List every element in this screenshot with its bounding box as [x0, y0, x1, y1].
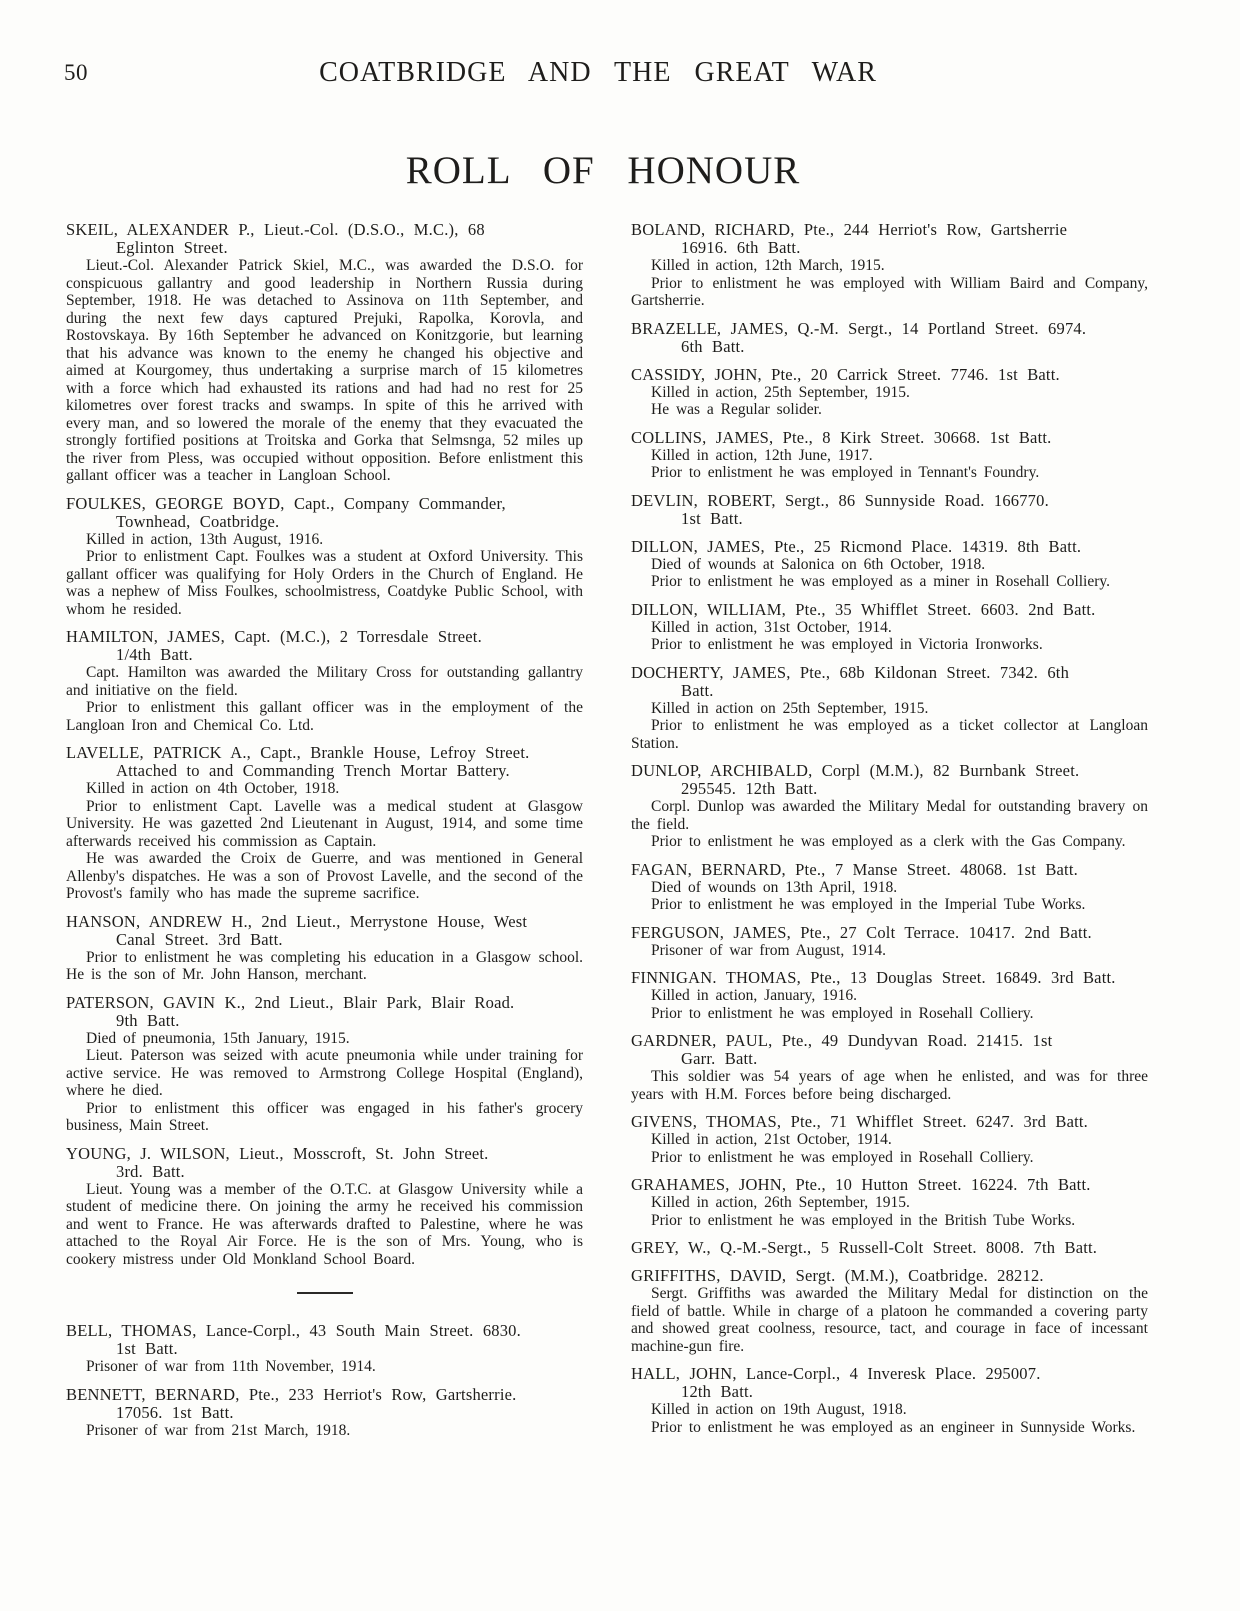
- entry-paragraph: Prior to enlistment he was employed as a miner in Rosehall Colliery.: [651, 573, 1111, 590]
- entry-heading-line1: GARDNER, PAUL, Pte., 49 Dundyvan Road. 21415. 1st: [631, 1031, 1053, 1050]
- entry-paragraph: Prior to enlistment he was employed as a ticket collector at Langloan Station.: [631, 717, 1148, 752]
- entry-paragraph: Lieut. Young was a member of the O.T.C. at Glasgow University while a student of medicine there. On joining the army he received his commission and went to France. He was afterwards drafted to Palestine, where he was attached to the Royal Air Force. He is the son of Mrs. Young, who is cookery mistress under Old Monkland School Board.: [66, 1180, 583, 1268]
- entry-heading: [631, 1267, 1148, 1285]
- entry-heading-line1: DUNLOP, ARCHIBALD, Corpl (M.M.), 82 Burnbank Street.: [631, 761, 1080, 780]
- entry-heading-line1: GIVENS, THOMAS, Pte., 71 Whifflet Street. 6247. 3rd Batt.: [631, 1112, 1089, 1131]
- roll-entry-bennett: [66, 1386, 583, 1440]
- roll-entry-cassidy: [631, 366, 1148, 419]
- entry-heading-line2: 6th Batt.: [681, 336, 745, 356]
- entry-heading: [66, 994, 583, 1030]
- entry-paragraph: Killed in action, 26th September, 1915.: [651, 1194, 910, 1211]
- entry-heading-line2: Canal Street. 3rd Batt.: [116, 929, 283, 949]
- entry-heading-line1: GRIFFITHS, DAVID, Sergt. (M.M.), Coatbridge. 28212.: [631, 1266, 1044, 1285]
- entry-heading: [631, 492, 1148, 528]
- entry-paragraph: Prior to enlistment he was employed in Rosehall Colliery.: [651, 1148, 1034, 1166]
- entry-heading-line1: DOCHERTY, JAMES, Pte., 68b Kildonan Street. 7342. 6th: [631, 662, 1070, 682]
- entry-heading-line1: HALL, JOHN, Lance-Corpl., 4 Inveresk Place. 295007.: [631, 1364, 1041, 1383]
- entry-paragraph: Killed in action, 31st October, 1914.: [651, 618, 892, 636]
- entry-paragraph: Killed in action, 12th June, 1917.: [651, 446, 873, 464]
- entry-paragraph: Died of wounds on 13th April, 1918.: [651, 878, 898, 896]
- entry-paragraph: Lieut. Paterson was seized with acute pneumonia while under training for active service. He was removed to Armstrong College Hospital (England), where he died.: [66, 1047, 583, 1099]
- entry-heading: [631, 1239, 1148, 1257]
- roll-entry-foulkes: [66, 495, 583, 619]
- entry-heading-line2: 3rd. Batt.: [116, 1161, 185, 1181]
- entry-heading-line1: FOULKES, GEORGE BOYD, Capt., Company Commander,: [66, 493, 506, 513]
- entry-paragraph: Prisoner of war from August, 1914.: [651, 941, 886, 959]
- roll-entry-boland: [631, 221, 1148, 310]
- roll-entry-fagan: [631, 861, 1148, 914]
- entry-heading-line2: 1/4th Batt.: [116, 645, 193, 664]
- entry-heading: [631, 1365, 1148, 1401]
- entry-heading: [66, 1145, 583, 1181]
- entry-heading: [631, 320, 1148, 356]
- entry-heading-line1: FINNIGAN. THOMAS, Pte., 13 Douglas Street. 16849. 3rd Batt.: [631, 968, 1116, 987]
- entry-heading: [66, 913, 583, 949]
- entry-heading-line1: DEVLIN, ROBERT, Sergt., 86 Sunnyside Road. 166770.: [631, 490, 1049, 510]
- entry-heading-line1: BENNETT, BERNARD, Pte., 233 Herriot's Row, Gartsherrie.: [66, 1384, 517, 1404]
- entry-paragraph: Killed in action, 13th August, 1916.: [86, 530, 324, 548]
- entry-heading-line1: COLLINS, JAMES, Pte., 8 Kirk Street. 30668. 1st Batt.: [631, 427, 1052, 447]
- roll-entry-finnigan: [631, 969, 1148, 1022]
- entry-paragraph: Prior to enlistment this officer was engaged in his father's grocery business, Main Street.: [66, 1099, 583, 1134]
- entry-heading-line1: DILLON, WILLIAM, Pte., 35 Whifflet Street. 6603. 2nd Batt.: [631, 599, 1096, 619]
- entry-heading-line1: HAMILTON, JAMES, Capt. (M.C.), 2 Torresdale Street.: [66, 627, 482, 646]
- entry-paragraph: Killed in action on 19th August, 1918.: [651, 1401, 907, 1418]
- roll-columns: [66, 221, 1148, 1449]
- entry-heading-line1: GREY, W., Q.-M.-Sergt., 5 Russell-Colt Street. 8008. 7th Batt.: [631, 1238, 1098, 1257]
- entry-heading-line1: DILLON, JAMES, Pte., 25 Ricmond Place. 14319. 8th Batt.: [631, 536, 1082, 556]
- entry-heading: [631, 1032, 1148, 1068]
- roll-entry-devlin: [631, 492, 1148, 528]
- page-title: ROLL OF HONOUR: [405, 149, 801, 192]
- entry-heading: [66, 744, 583, 780]
- entry-heading: [631, 221, 1148, 257]
- entry-paragraph: Corpl. Dunlop was awarded the Military Medal for outstanding bravery on the field.: [631, 798, 1148, 833]
- entry-paragraph: Prior to enlistment he was employed in Tennant's Foundry.: [651, 464, 1040, 481]
- roll-entry-hamilton: [66, 628, 583, 734]
- entry-heading: [631, 429, 1148, 447]
- entry-paragraph: Prisoner of war from 21st March, 1918.: [86, 1421, 351, 1439]
- entry-paragraph: Prior to enlistment Capt. Lavelle was a medical student at Glasgow University. He was gazetted 2nd Lieutenant in August, 1914, and some time afterwards received his commission as Captain.: [66, 797, 583, 850]
- entry-heading: [631, 538, 1148, 556]
- entry-heading: [631, 762, 1148, 798]
- entry-heading-line2: 17056. 1st Batt.: [116, 1402, 234, 1422]
- entry-paragraph: Killed in action, 25th September, 1915.: [651, 383, 910, 401]
- entry-paragraph: Killed in action on 4th October, 1918.: [86, 780, 340, 797]
- entry-heading-line1: BRAZELLE, JAMES, Q.-M. Sergt., 14 Portland Street. 6974.: [631, 318, 1087, 338]
- entry-heading-line1: SKEIL, ALEXANDER P., Lieut.-Col. (D.S.O., M.C.), 68: [66, 220, 485, 239]
- entry-paragraph: Killed in action, January, 1916.: [651, 987, 857, 1004]
- entry-paragraph: Killed in action, 21st October, 1914.: [651, 1131, 892, 1148]
- entry-paragraph: Died of wounds at Salonica on 6th October, 1918.: [651, 555, 986, 573]
- entry-paragraph: Prior to enlistment this gallant officer was in the employment of the Langloan Iron and Chemical Co. Ltd.: [66, 699, 583, 734]
- entry-paragraph: Prior to enlistment he was employed in Rosehall Colliery.: [651, 1004, 1034, 1022]
- roll-entry-young: [66, 1145, 583, 1269]
- entry-paragraph: Prior to enlistment he was employed as a clerk with the Gas Company.: [651, 833, 1126, 850]
- entry-heading-line2: 12th Batt.: [681, 1382, 754, 1401]
- roll-entry-givens: [631, 1113, 1148, 1166]
- page-number: 50: [64, 60, 88, 85]
- entry-heading: [631, 664, 1148, 700]
- roll-entry-dillon: [631, 601, 1148, 654]
- roll-entry-grey: [631, 1239, 1148, 1257]
- roll-entry-dillon: [631, 538, 1148, 591]
- entry-paragraph: Prior to enlistment Capt. Foulkes was a student at Oxford University. This gallant officer was qualifying for Holy Orders in the Church of England. He was a nephew of Miss Foulkes, schoolmistress, Coatdyke Public School, with whom he resided.: [66, 548, 583, 618]
- entry-heading: [631, 861, 1148, 879]
- entry-heading: [631, 969, 1148, 987]
- entry-heading-line1: HANSON, ANDREW H., 2nd Lieut., Merrystone House, West: [66, 911, 528, 931]
- entry-heading: [66, 628, 583, 664]
- entry-heading-line2: Townhead, Coatbridge.: [116, 511, 280, 531]
- entry-heading-line1: FAGAN, BERNARD, Pte., 7 Manse Street. 48068. 1st Batt.: [631, 859, 1078, 879]
- entry-heading-line2: 16916. 6th Batt.: [681, 238, 801, 257]
- roll-entry-bell: [66, 1322, 583, 1376]
- entry-paragraph: Killed in action on 25th September, 1915.: [651, 699, 929, 717]
- entry-paragraph: Prior to enlistment he was employed in the Imperial Tube Works.: [651, 896, 1086, 913]
- entry-heading-line1: FERGUSON, JAMES, Pte., 27 Colt Terrace. 10417. 2nd Batt.: [631, 922, 1092, 942]
- entry-heading-line2: Garr. Batt.: [681, 1049, 758, 1068]
- entry-paragraph: Died of pneumonia, 15th January, 1915.: [86, 1029, 350, 1047]
- running-title: COATBRIDGE AND THE GREAT WAR: [319, 57, 877, 88]
- roll-entry-docherty: [631, 664, 1148, 753]
- entry-paragraph: He was a Regular solider.: [651, 401, 822, 418]
- entry-heading: [66, 221, 583, 257]
- column-left: [66, 221, 583, 1449]
- entry-heading: [631, 601, 1148, 619]
- entry-heading-line2: Batt.: [681, 680, 714, 700]
- entry-heading-line2: 295545. 12th Batt.: [681, 779, 818, 798]
- entry-paragraph: Sergt. Griffiths was awarded the Military Medal for distinction on the field of battle. While in charge of a platoon he commanded a covering party and showed great coolness, resource, tact, and courage in face of incessant machine-gun fire.: [631, 1285, 1148, 1355]
- entry-heading-line2: Attached to and Commanding Trench Mortar Battery.: [116, 761, 510, 780]
- entry-heading-line2: 1st Batt.: [116, 1339, 178, 1358]
- entry-heading: [66, 1322, 583, 1358]
- entry-paragraph: Capt. Hamilton was awarded the Military Cross for outstanding gallantry and initiative on the field.: [66, 664, 583, 699]
- entry-paragraph: This soldier was 54 years of age when he enlisted, and was for three years with H.M. Forces before being discharged.: [631, 1068, 1148, 1103]
- entry-paragraph: He was awarded the Croix de Guerre, and was mentioned in General Allenby's dispatches. He was a son of Provost Lavelle, and the second of the Provost's family who has made the supreme sacrifice.: [66, 850, 583, 902]
- entry-heading: [631, 1176, 1148, 1194]
- roll-entry-brazelle: [631, 320, 1148, 356]
- entry-heading-line2: Eglinton Street.: [116, 238, 228, 257]
- entry-heading-line1: BOLAND, RICHARD, Pte., 244 Herriot's Row, Gartsherrie: [631, 220, 1068, 239]
- entry-heading-line1: YOUNG, J. WILSON, Lieut., Mosscroft, St. John Street.: [66, 1143, 489, 1163]
- entry-heading-line2: 9th Batt.: [116, 1010, 180, 1030]
- roll-entry-grahames: [631, 1176, 1148, 1229]
- entry-paragraph: Prior to enlistment he was employed in Victoria Ironworks.: [651, 636, 1043, 653]
- entry-heading-line1: LAVELLE, PATRICK A., Capt., Brankle House, Lefroy Street.: [66, 743, 530, 762]
- roll-entry-collins: [631, 429, 1148, 482]
- entry-paragraph: Prior to enlistment he was completing his education in a Glasgow school. He is the son of Mr. John Hanson, merchant.: [66, 948, 583, 983]
- entry-heading: [631, 1113, 1148, 1131]
- entry-heading: [631, 366, 1148, 384]
- roll-entry-ferguson: [631, 924, 1148, 960]
- roll-entry-paterson: [66, 994, 583, 1135]
- entry-heading: [66, 495, 583, 531]
- roll-entry-dunlop: [631, 762, 1148, 851]
- entry-paragraph: Prior to enlistment he was employed with William Baird and Company, Gartsherrie.: [631, 274, 1148, 309]
- roll-entry-skeil: [66, 221, 583, 485]
- entry-paragraph: Prior to enlistment he was employed as an engineer in Sunnyside Works.: [651, 1418, 1136, 1436]
- entry-heading-line1: CASSIDY, JOHN, Pte., 20 Carrick Street. 7746. 1st Batt.: [631, 364, 1060, 384]
- entry-heading-line2: 1st Batt.: [681, 508, 743, 528]
- roll-entry-hall: [631, 1365, 1148, 1436]
- roll-entry-griffiths: [631, 1267, 1148, 1355]
- entry-paragraph: Lieut.-Col. Alexander Patrick Skiel, M.C., was awarded the D.S.O. for conspicuous gallantry and good leadership in Northern Russia during September, 1918. He was detached to Assinova on 11th September, and during the next few days captured Prejuki, Rapolka, Korovla, and Rostovskaya. By 16th September he advanced on Konitzgorie, but learning that his advance was known to the enemy he changed his objective and aimed at Kourgomey, thus undertaking a surprise march of 15 kilometres with a force which had exhausted its rations and had had no rest for 25 kilometres over forest tracks and swamps. In spite of this he arrived with every man, and so lowered the morale of the enemy that they evacuated the strongly fortified positions at Troitska and Gorka that Selmsnga, 52 miles up the river from Pless, was occupied without opposition. Before enlistment this gallant officer was a teacher in Langloan School.: [66, 257, 583, 484]
- entry-paragraph: Prisoner of war from 11th November, 1914.: [86, 1358, 376, 1375]
- section-divider: [297, 1292, 353, 1294]
- entry-heading-line1: GRAHAMES, JOHN, Pte., 10 Hutton Street. 16224. 7th Batt.: [631, 1175, 1091, 1194]
- entry-heading-line1: PATERSON, GAVIN K., 2nd Lieut., Blair Park, Blair Road.: [66, 992, 515, 1012]
- roll-entry-lavelle: [66, 744, 583, 903]
- entry-heading-line1: BELL, THOMAS, Lance-Corpl., 43 South Main Street. 6830.: [66, 1321, 521, 1340]
- entry-paragraph: Prior to enlistment he was employed in the British Tube Works.: [651, 1211, 1076, 1229]
- entry-heading: [631, 924, 1148, 942]
- entry-heading: [66, 1386, 583, 1422]
- entry-paragraph: Killed in action, 12th March, 1915.: [651, 257, 885, 274]
- roll-entry-hanson: [66, 913, 583, 984]
- roll-entry-gardner: [631, 1032, 1148, 1103]
- column-right: [631, 221, 1148, 1449]
